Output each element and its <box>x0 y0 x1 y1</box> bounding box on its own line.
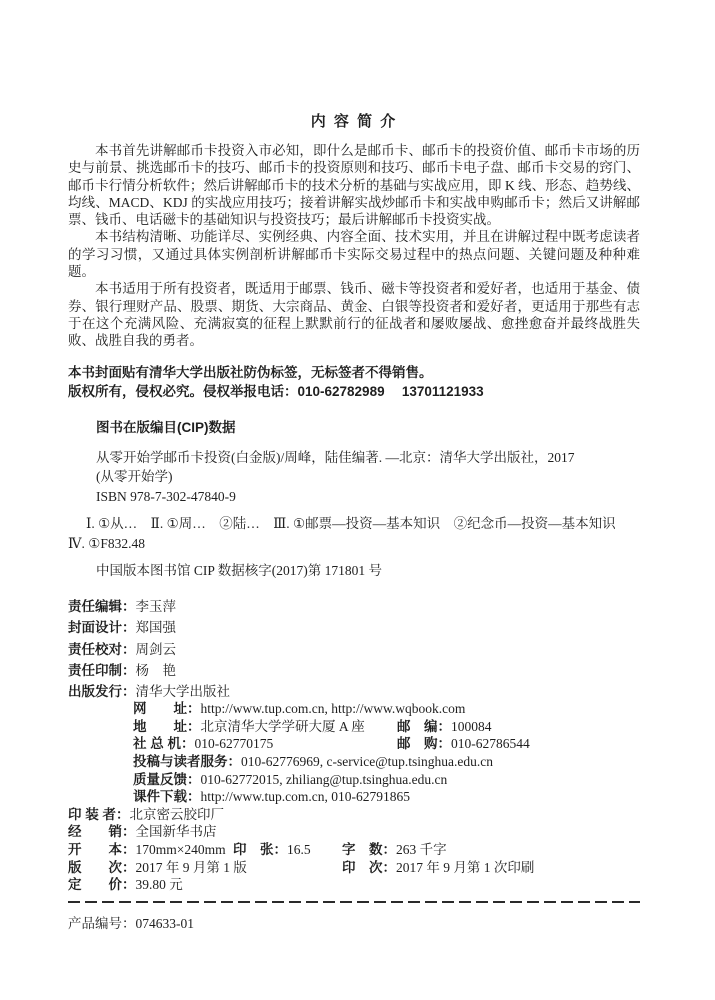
printer-row <box>68 806 640 824</box>
product-code-row <box>68 915 640 933</box>
quality-feedback-value: 010-62772015, zhiliang@tup.tsinghua.edu.cn <box>200 771 448 787</box>
website-label: 网 址： <box>133 701 201 717</box>
mailorder-value: 010-62786544 <box>451 736 530 752</box>
sheets-value: 16.5 <box>287 841 311 857</box>
credit-value: 郑国强 <box>135 620 176 636</box>
copyright-notice: 版权所有，侵权必究。侵权举报电话：010-62782989 13701121933 <box>68 384 484 400</box>
edition-row <box>68 859 640 877</box>
wordcount-value: 263 千字 <box>396 841 447 857</box>
edition-label: 版 次： <box>68 859 136 875</box>
anti-piracy-notice: 本书封面贴有清华大学出版社防伪标签，无标签者不得销售。 <box>68 364 433 380</box>
distributor-label: 经 销： <box>68 824 136 840</box>
cip-classification-line-1: Ⅰ. ①从… Ⅱ. ①周… ②陆… Ⅲ. ①邮票—投资—基本知识 ②纪念币—投资—基本知识 <box>86 516 616 532</box>
format-label: 开 本： <box>68 841 136 857</box>
address-row <box>68 718 640 736</box>
credit-value: 李玉萍 <box>135 598 176 614</box>
mailorder-col <box>397 735 530 753</box>
credit-label: 责任编辑： <box>68 598 136 614</box>
credit-value: 杨 艳 <box>135 663 176 679</box>
edition-value: 2017 年 9 月第 1 版 <box>135 859 247 875</box>
price-label: 定 价： <box>68 877 136 893</box>
credit-row-cover-design <box>68 617 640 639</box>
publisher-label: 出版发行： <box>68 683 136 699</box>
website-value: http://www.tup.com.cn, http://www.wqbook.com <box>200 701 466 717</box>
credit-row-print-supervisor <box>68 660 640 682</box>
sheets-col <box>233 841 311 859</box>
distributor-row <box>68 823 640 841</box>
quality-feedback-row <box>68 771 640 789</box>
format-row <box>68 841 640 859</box>
intro-paragraph-1: 本书首先讲解邮币卡投资入市必知，即什么是邮币卡、邮币卡的投资价值、邮币卡市场的历史与前景、挑选邮币卡的技巧、邮币卡的投资原则和技巧、邮币卡电子盘、邮币卡交易的窍门、邮币卡行情分析软件；然后讲解邮币卡的技术分析的基础与实战应用，即 K 线、形态、趋势线、均线、MACD、KDJ 的实战应用技巧；接着讲解实战炒邮币卡和实战申购邮币卡；然后又讲解邮票、钱币、电话磁卡的基础知识与投资技巧；最后讲解邮币卡投资实战。 <box>68 143 640 228</box>
cip-book-line: 从零开始学邮币卡投资(白金版)/周峰，陆佳编著. —北京：清华大学出版社，2017 <box>96 449 575 465</box>
courseware-value: http://www.tup.com.cn, 010-62791865 <box>200 789 410 805</box>
credits-block <box>68 596 640 682</box>
zip-value: 100084 <box>451 718 492 734</box>
switchboard-value: 010-62770175 <box>194 736 274 752</box>
credit-value: 周剑云 <box>135 641 176 657</box>
product-code-label: 产品编号： <box>68 915 136 931</box>
reader-service-value: 010-62776969, c-service@tup.tsinghua.edu.cn <box>241 753 493 769</box>
credit-label: 责任印制： <box>68 663 136 679</box>
impression-label: 印 次： <box>342 859 396 875</box>
cip-isbn: ISBN 978-7-302-47840-9 <box>96 488 236 504</box>
credit-row-proofreader <box>68 639 640 661</box>
publisher-block <box>68 683 640 894</box>
cip-record-number: 中国版本图书馆 CIP 数据核字(2017)第 171801 号 <box>96 563 382 579</box>
publisher-value: 清华大学出版社 <box>135 683 230 699</box>
reader-service-label: 投稿与读者服务： <box>133 753 241 769</box>
publisher-row <box>68 683 640 701</box>
courseware-row <box>68 788 640 806</box>
website-row <box>68 700 640 718</box>
courseware-label: 课件下载： <box>133 789 201 805</box>
intro-paragraph-3: 本书适用于所有投资者，既适用于邮票、钱币、磁卡等投资者和爱好者，也适用于基金、债券、银行理财产品、股票、期货、大宗商品、黄金、白银等投资者和爱好者，更适用于那些有志于在这个充满风险、充满寂寞的征程上默默前行的征战者和屡败屡战、愈挫愈奋并最终战胜失败、战胜自我的勇者。 <box>68 281 640 349</box>
switchboard-label: 社 总 机： <box>133 736 195 752</box>
impression-value: 2017 年 9 月第 1 次印刷 <box>396 859 535 875</box>
address-value: 北京清华大学学研大厦 A 座 <box>200 718 365 734</box>
credit-label: 封面设计： <box>68 620 136 636</box>
format-value: 170mm×240mm <box>135 841 226 857</box>
printer-value: 北京密云胶印厂 <box>129 806 225 822</box>
product-code-value: 074633-01 <box>135 915 194 931</box>
cip-series-line: (从零开始学) <box>96 469 173 485</box>
price-row <box>68 876 640 894</box>
wordcount-col <box>342 841 447 859</box>
mailorder-label: 邮 购： <box>397 736 451 752</box>
notice-block <box>68 363 640 402</box>
impression-col <box>342 859 534 877</box>
intro-paragraph-2: 本书结构清晰、功能详尽、实例经典、内容全面、技术实用，并且在讲解过程中既考虑读者的学习习惯，又通过具体实例剖析讲解邮币卡实际交易过程中的热点问题、关键问题及种种难题。 <box>68 229 640 280</box>
address-label: 地 址： <box>133 718 201 734</box>
zip-col <box>397 718 492 736</box>
page-title: 内 容 简 介 <box>310 113 398 130</box>
quality-feedback-label: 质量反馈： <box>133 771 201 787</box>
printer-label: 印 装 者： <box>68 806 130 822</box>
cip-classification-line-2: Ⅳ. ①F832.48 <box>68 535 145 551</box>
credit-row-editor <box>68 596 640 618</box>
price-value: 39.80 元 <box>135 877 183 893</box>
wordcount-label: 字 数： <box>342 841 396 857</box>
cip-header: 图书在版编目(CIP)数据 <box>96 419 236 435</box>
switchboard-row <box>68 735 640 753</box>
sheets-label: 印 张： <box>233 841 287 857</box>
zip-label: 邮 编： <box>397 718 451 734</box>
cip-block <box>68 448 640 581</box>
dashed-divider <box>68 901 640 903</box>
reader-service-row <box>68 753 640 771</box>
credit-label: 责任校对： <box>68 641 136 657</box>
distributor-value: 全国新华书店 <box>135 824 217 840</box>
